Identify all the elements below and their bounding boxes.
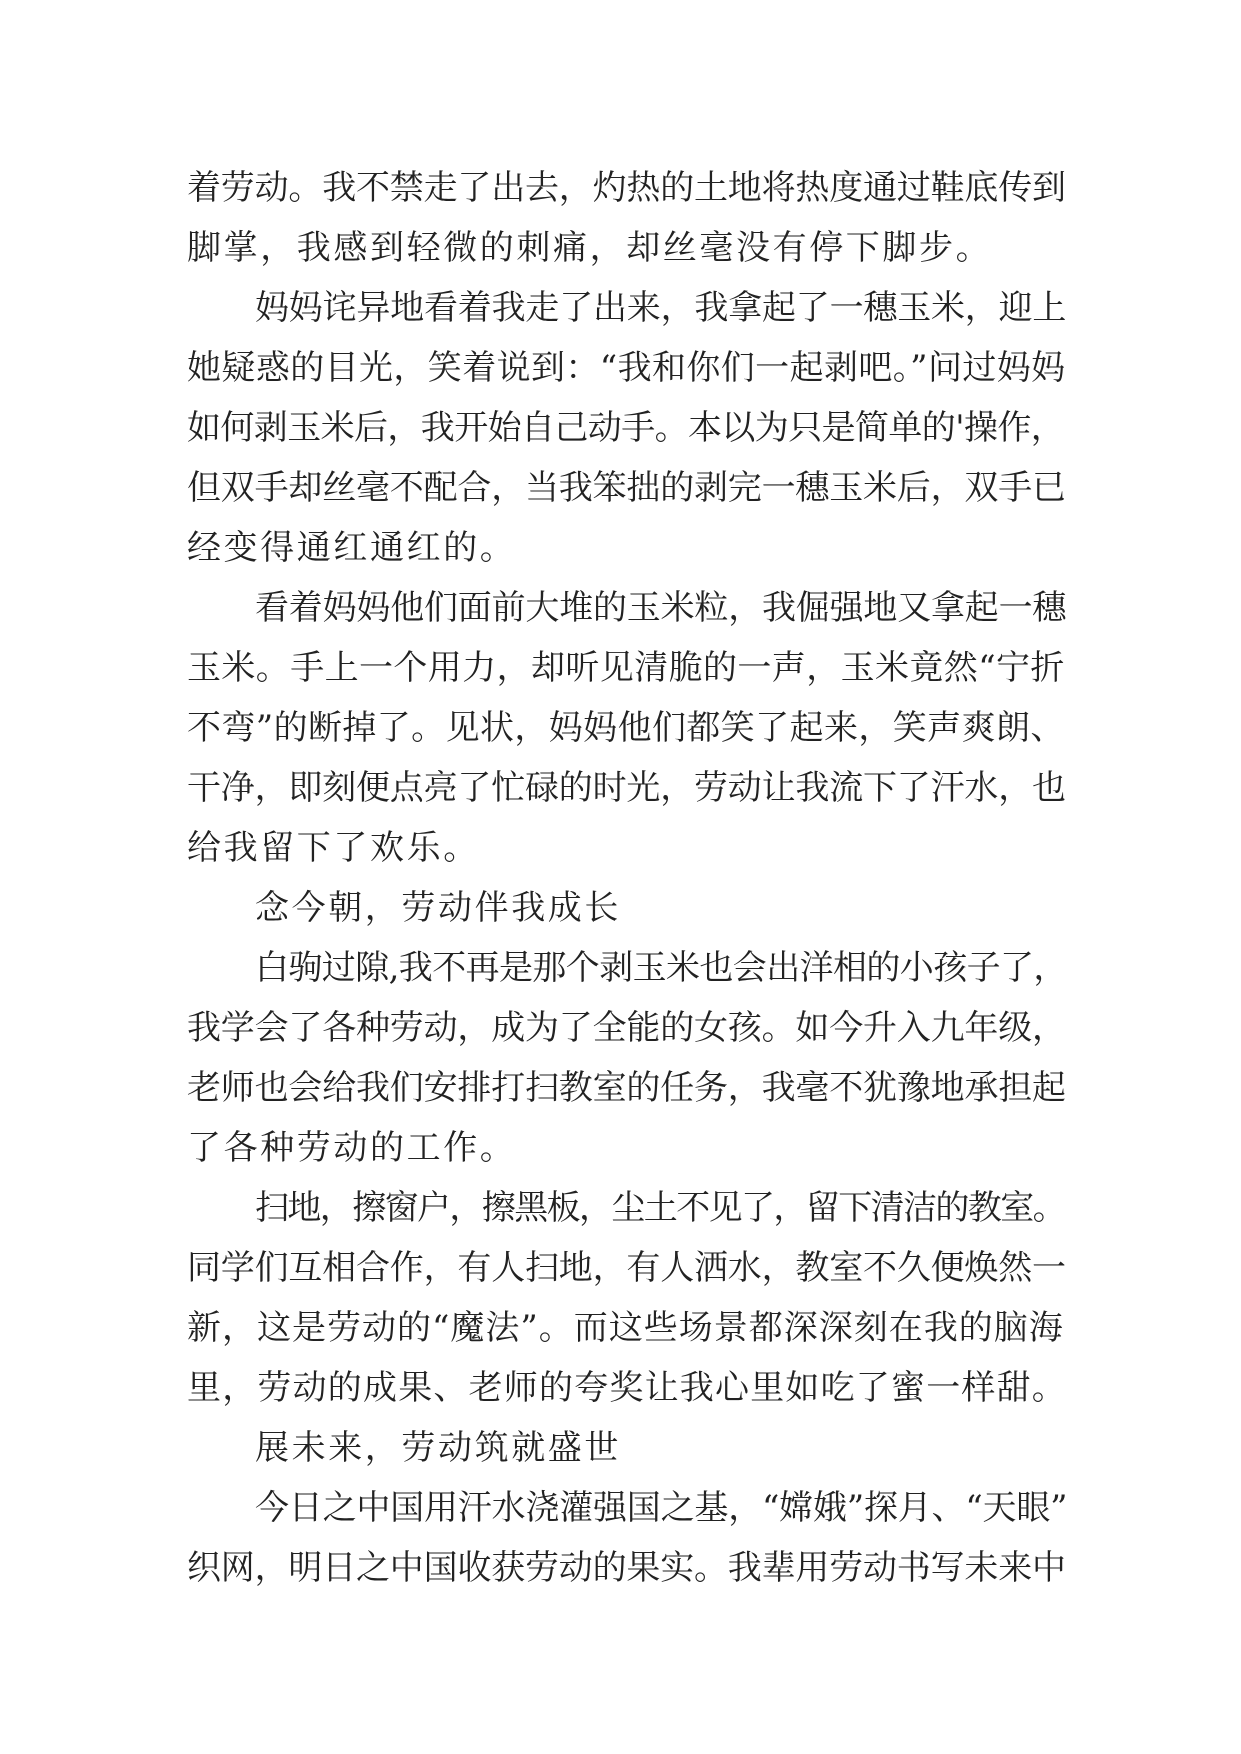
text-line: 念今朝，劳动伴我成长	[255, 888, 621, 928]
text-line: 扫地，擦窗户，擦黑板，尘土不见了，留下清洁的教室。	[255, 1188, 1065, 1228]
text-line: 脚掌，我感到轻微的刺痛，却丝毫没有停下脚步。	[187, 228, 993, 268]
text-line: 干净，即刻便点亮了忙碌的时光，劳动让我流下了汗水，也	[187, 768, 1066, 808]
text-line: 着劳动。我不禁走了出去，灼热的土地将热度通过鞋底传到	[187, 168, 1066, 208]
text-line: 她疑惑的目光，笑着说到：“我和你们一起剥吧。”问过妈妈	[187, 348, 1066, 388]
text-line: 里，劳动的成果、老师的夸奖让我心里如吃了蜜一样甜。	[187, 1368, 1067, 1408]
body-text	[187, 158, 1068, 1598]
text-line: 新，这是劳动的“魔法”。而这些场景都深深刻在我的脑海	[187, 1308, 1064, 1348]
text-line: 今日之中国用汗水浇灌强国之基，“嫦娥”探月、“天眼”	[255, 1488, 1068, 1528]
text-line: 老师也会给我们安排打扫教室的任务，我毫不犹豫地承担起	[187, 1068, 1066, 1108]
text-line: 玉米。手上一个用力，却听见清脆的一声，玉米竟然“宁折	[187, 648, 1065, 688]
text-line: 不弯”的断掉了。见状，妈妈他们都笑了起来，笑声爽朗、	[187, 708, 1065, 748]
text-line: 如何剥玉米后，我开始自己动手。本以为只是简单的'操作，	[187, 408, 1065, 448]
text-line: 给我留下了欢乐。	[187, 828, 480, 868]
text-line: 白驹过隙,我不再是那个剥玉米也会出洋相的小孩子了，	[255, 948, 1067, 988]
text-line: 织网，明日之中国收获劳动的果实。我辈用劳动书写未来中	[187, 1548, 1066, 1588]
text-line: 展未来，劳动筑就盛世	[255, 1428, 621, 1468]
text-line: 看着妈妈他们面前大堆的玉米粒，我倔强地又拿起一穗	[255, 588, 1067, 628]
text-line: 但双手却丝毫不配合，当我笨拙的剥完一穗玉米后，双手已	[187, 468, 1066, 508]
text-line: 了各种劳动的工作。	[187, 1128, 517, 1168]
text-line: 经变得通红通红的。	[187, 528, 517, 568]
text-line: 同学们互相合作，有人扫地，有人洒水，教室不久便焕然一	[187, 1248, 1066, 1288]
text-line: 妈妈诧异地看着我走了出来，我拿起了一穗玉米，迎上	[255, 288, 1067, 328]
text-line: 我学会了各种劳动，成为了全能的女孩。如今升入九年级，	[187, 1008, 1066, 1048]
